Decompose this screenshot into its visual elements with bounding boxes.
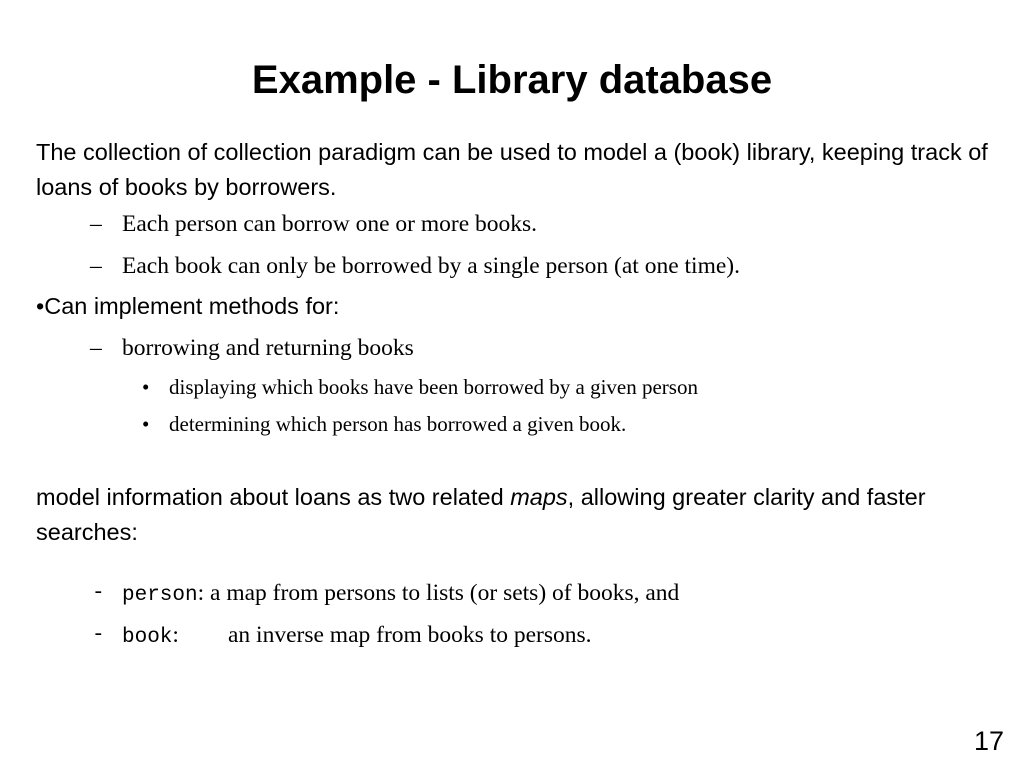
subsub-bullet-text: determining which person has borrowed a given book. (169, 412, 627, 436)
dash-marker: – (90, 335, 102, 361)
sub-bullet-text: Each book can only be borrowed by a single person (at one time). (122, 253, 740, 279)
subsub-bullet-text: displaying which books have been borrowed by a given person (169, 375, 698, 399)
model-text-before: model information about loans as two related (36, 484, 511, 510)
map-desc-book: an inverse map from books to persons. (228, 622, 592, 648)
methods-heading: •Can implement methods for: (36, 293, 340, 319)
bullet-marker: • (142, 412, 150, 436)
slide-title: Example - Library database (251, 58, 773, 102)
map-sep: : (172, 622, 179, 648)
map-desc-person: a map from persons to lists (or sets) of books, and (204, 580, 680, 606)
dash-marker: - (92, 624, 105, 647)
sub-bullet-text: Each person can borrow one or more books. (122, 211, 538, 237)
model-text-italic: maps (510, 484, 568, 510)
map-sep: : (197, 580, 205, 606)
bullet-marker: • (142, 375, 150, 399)
map-item-text (122, 622, 179, 649)
map-code-person: person (122, 584, 198, 607)
dash-marker: – (90, 253, 102, 279)
dash-marker: – (90, 211, 102, 237)
model-text-after: , allowing greater clarity and faster searches: (36, 484, 926, 545)
dash-marker: - (92, 582, 105, 605)
sub-bullet-text: borrowing and returning books (122, 335, 414, 361)
model-paragraph (36, 480, 996, 550)
map-item-text (122, 580, 679, 607)
map-code-book: book (122, 626, 173, 649)
page-number: 17 (973, 726, 1004, 756)
intro-paragraph: The collection of collection paradigm can be used to model a (book) library, keeping track of loans of books by borrowers. (36, 139, 988, 200)
